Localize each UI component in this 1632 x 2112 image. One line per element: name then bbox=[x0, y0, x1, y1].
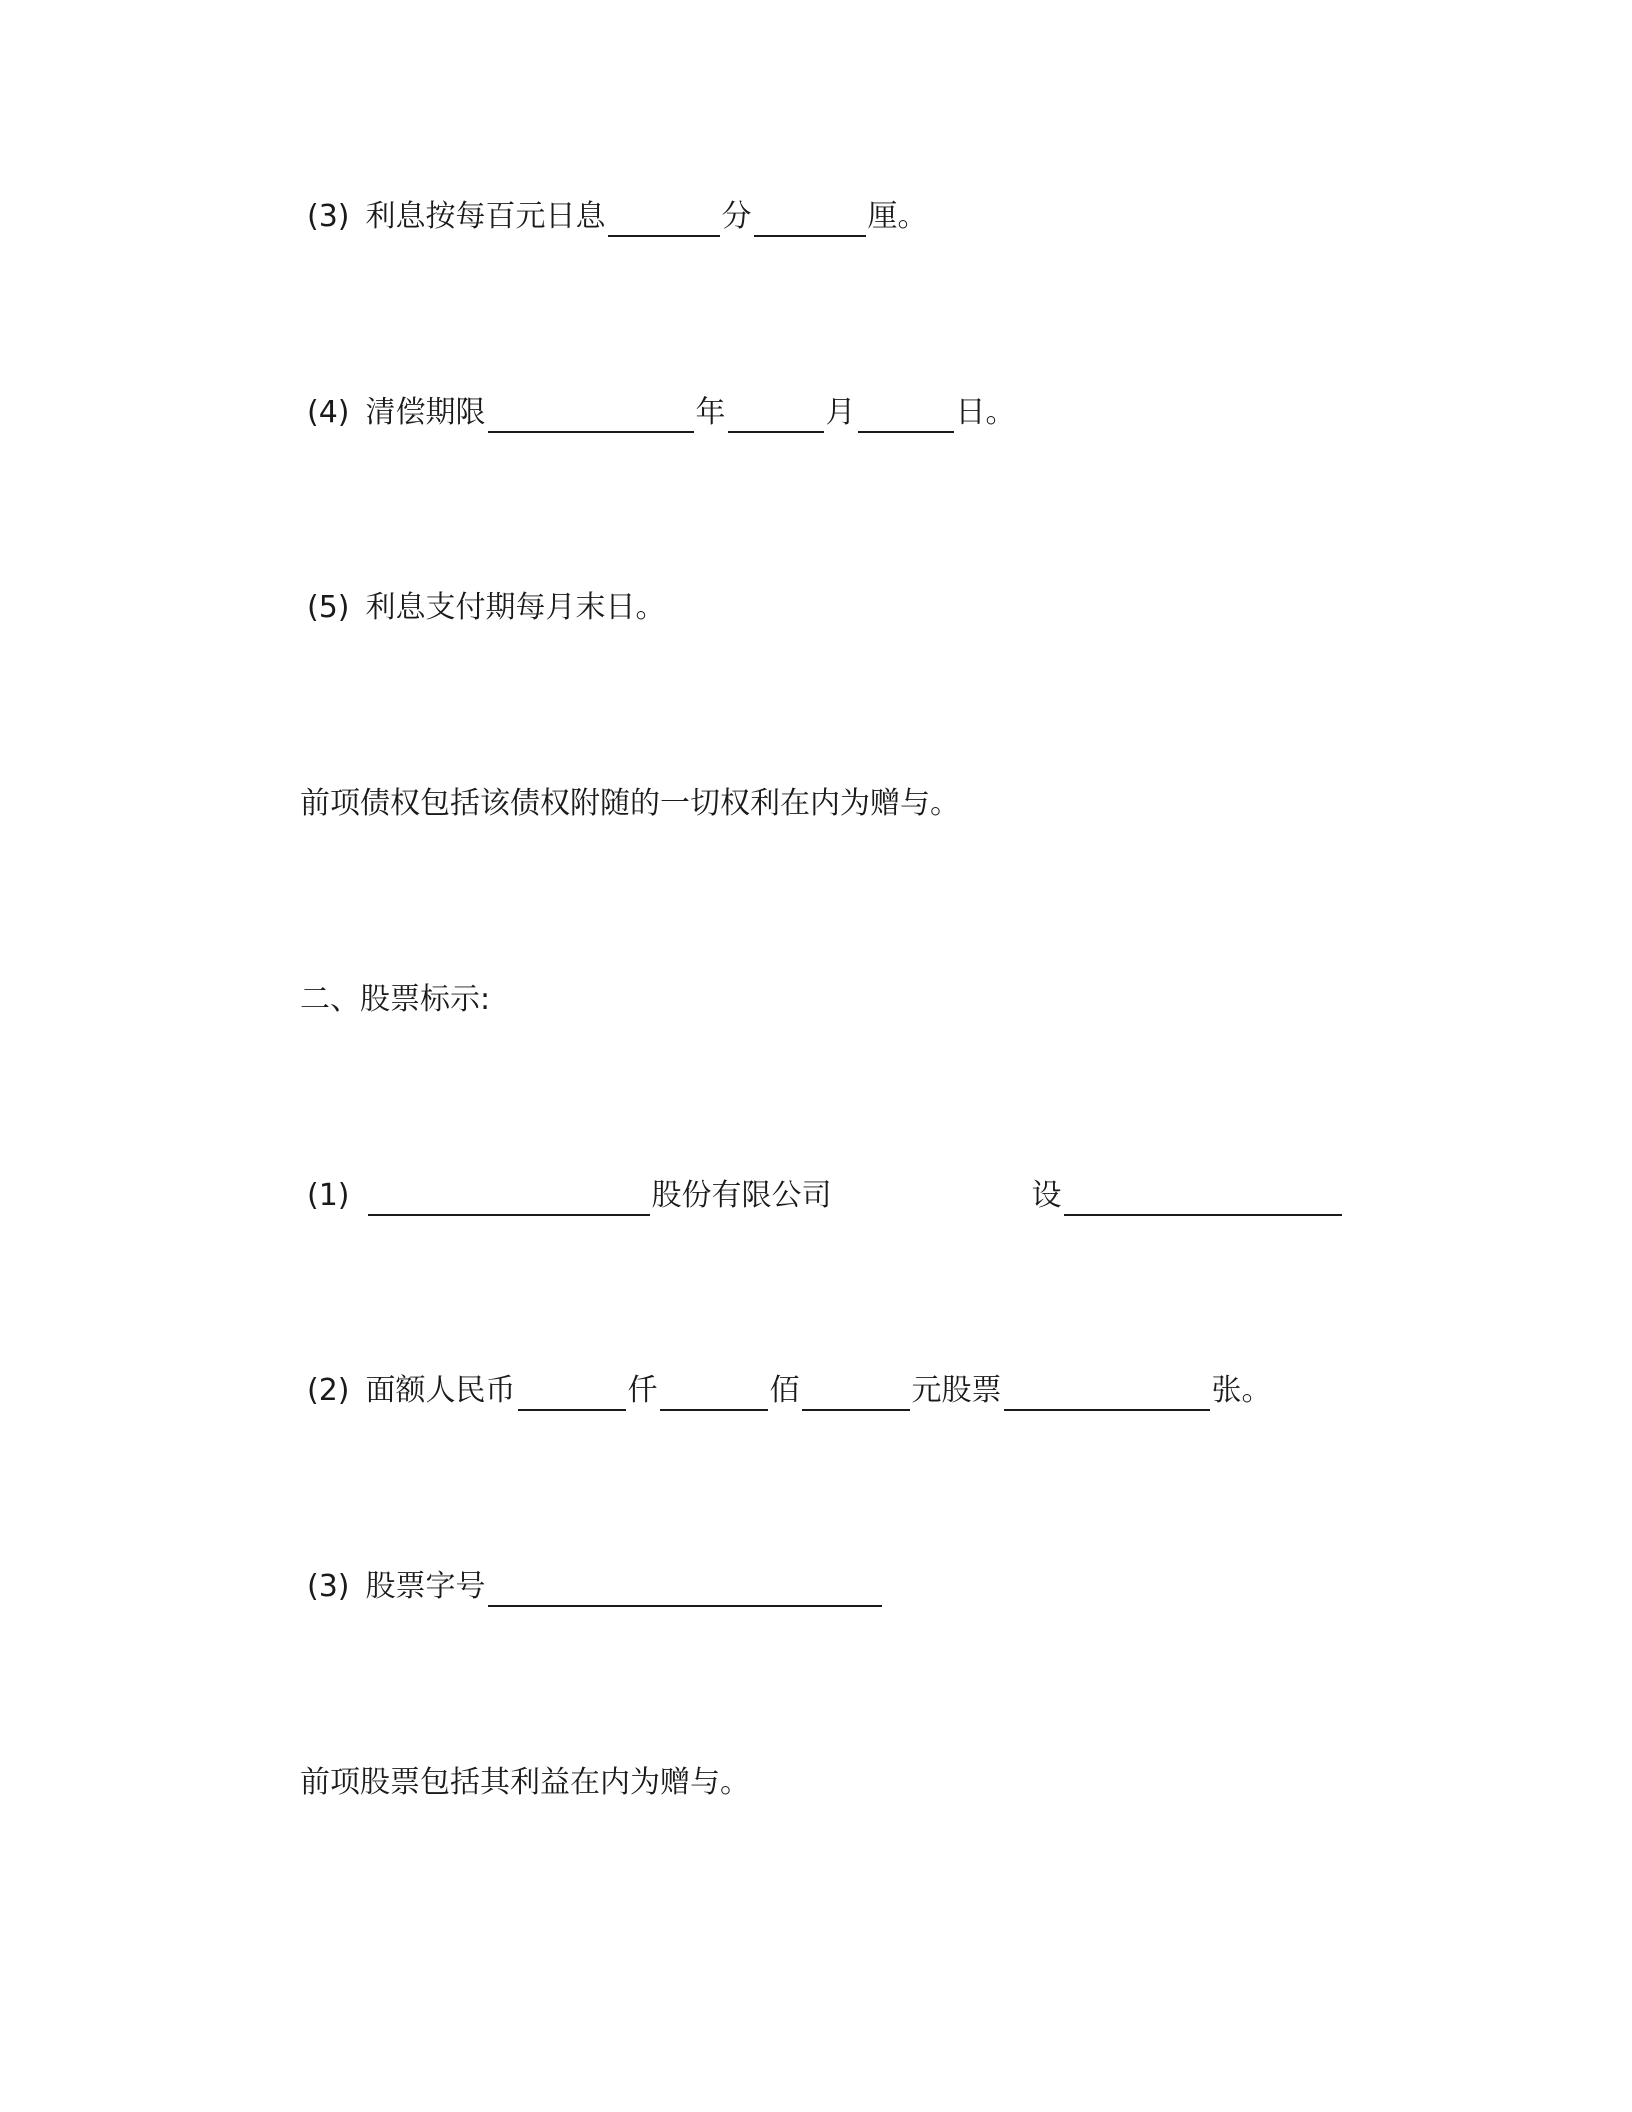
fen-label: 分 bbox=[721, 199, 752, 234]
item-number: (3) bbox=[307, 1569, 350, 1604]
interest-rate-label: 利息按每百元日息 bbox=[365, 199, 606, 234]
share-count-label: 张。 bbox=[1211, 1373, 1272, 1408]
stock-gift-paragraph bbox=[300, 1763, 750, 1803]
item-number: (5) bbox=[307, 590, 350, 625]
section-heading-text: 二、股票标示: bbox=[300, 982, 491, 1017]
claim-gift-paragraph bbox=[300, 784, 960, 824]
year-label: 年 bbox=[695, 395, 726, 430]
company-type-label: 股份有限公司 bbox=[651, 1178, 832, 1213]
interest-rate-line bbox=[307, 197, 928, 237]
yuan-blank[interactable] bbox=[802, 1379, 910, 1411]
hundreds-blank[interactable] bbox=[660, 1379, 768, 1411]
section-heading-stock bbox=[300, 980, 490, 1020]
stock-gift-text: 前项股票包括其利益在内为赠与。 bbox=[300, 1765, 750, 1800]
stock-company-line bbox=[307, 1176, 1344, 1216]
interest-payment-text: 利息支付期每月末日。 bbox=[365, 590, 666, 625]
thousands-blank[interactable] bbox=[518, 1379, 626, 1411]
stock-serial-line bbox=[307, 1567, 884, 1607]
li-label: 厘。 bbox=[867, 199, 928, 234]
stock-serial-label: 股票字号 bbox=[365, 1569, 486, 1604]
hundreds-label: 佰 bbox=[769, 1373, 800, 1408]
item-number: (2) bbox=[307, 1373, 350, 1408]
month-blank[interactable] bbox=[728, 401, 824, 433]
day-label: 日。 bbox=[955, 395, 1016, 430]
fen-blank[interactable] bbox=[608, 205, 720, 237]
day-blank[interactable] bbox=[858, 401, 954, 433]
share-count-blank[interactable] bbox=[1004, 1379, 1210, 1411]
claim-gift-text: 前项债权包括该债权附随的一切权利在内为赠与。 bbox=[300, 786, 960, 821]
stock-face-value-line bbox=[307, 1371, 1272, 1411]
month-label: 月 bbox=[825, 395, 856, 430]
item-number: (1) bbox=[307, 1178, 350, 1213]
stock-serial-blank[interactable] bbox=[488, 1575, 882, 1607]
item-number: (4) bbox=[307, 395, 350, 430]
face-value-label: 面额人民币 bbox=[365, 1373, 516, 1408]
yuan-stock-label: 元股票 bbox=[911, 1373, 1002, 1408]
item-number: (3) bbox=[307, 199, 350, 234]
company-name-blank[interactable] bbox=[368, 1184, 650, 1216]
interest-payment-line bbox=[307, 588, 666, 628]
location-blank[interactable] bbox=[1064, 1184, 1342, 1216]
li-blank[interactable] bbox=[754, 205, 866, 237]
year-blank[interactable] bbox=[488, 401, 694, 433]
located-label: 设 bbox=[1031, 1178, 1062, 1213]
repayment-deadline-label: 清偿期限 bbox=[365, 395, 486, 430]
thousands-label: 仟 bbox=[627, 1373, 658, 1408]
repayment-deadline-line bbox=[307, 393, 1016, 433]
